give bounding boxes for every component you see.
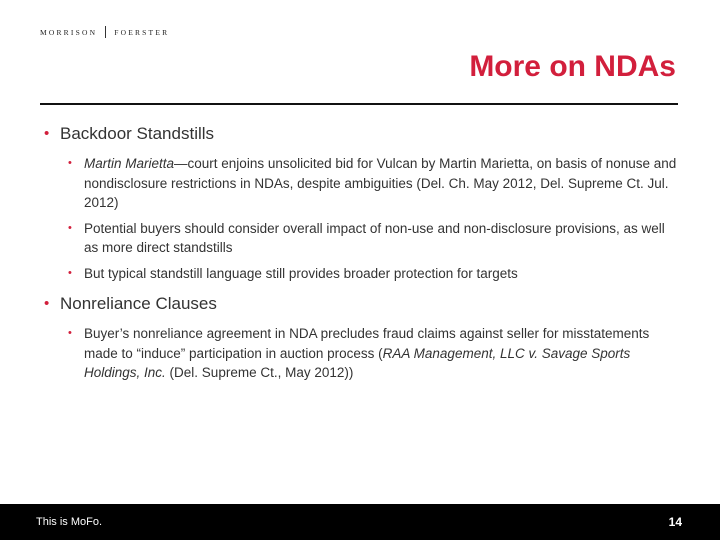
firm-logo [40, 26, 169, 38]
bullet-icon: • [44, 295, 50, 312]
bullet-icon: • [68, 221, 72, 234]
slide-content [40, 123, 680, 389]
slide-title: More on NDAs [469, 50, 676, 83]
list-item-text: But typical standstill language still provides broader protection for targets [84, 265, 518, 281]
list-item [66, 154, 680, 213]
list-item [66, 324, 680, 383]
page-number: 14 [668, 515, 682, 529]
list-item-text: (Del. Supreme Ct., May 2012)) [165, 365, 354, 380]
title-underline [40, 103, 678, 105]
bullet-icon: • [68, 266, 72, 279]
bullet-icon: • [68, 327, 72, 339]
list-item-text: Buyer’s nonreliance agreement in NDA precludes fraud claims against seller for misstatements made to “induce” participation in auction process ( [84, 326, 650, 361]
bullet-icon: • [44, 125, 50, 142]
section-heading: Nonreliance Clauses [60, 294, 217, 313]
section-nonreliance-clauses [40, 293, 680, 314]
section-heading: Backdoor Standstills [60, 124, 215, 143]
bullet-icon: • [68, 157, 72, 169]
footer-bar [0, 504, 720, 540]
case-name: Martin Marietta [84, 156, 175, 171]
footer-tagline: This is MoFo. [36, 516, 103, 528]
section-backdoor-standstills [40, 123, 680, 144]
list-item [66, 264, 680, 284]
list-item [66, 219, 680, 258]
list-item-text: —court enjoins unsolicited bid for Vulcan by Martin Marietta, on basis of nonuse and nondisclosure restrictions in NDAs, despite ambiguities (Del. Ch. May 2012, Del. Supreme Ct. Jul. 2012) [84, 156, 677, 210]
logo-divider [105, 26, 106, 38]
logo-right-text: FOERSTER [114, 27, 170, 37]
case-name: RAA Management, LLC v. Savage Sports Holdings, Inc. [84, 345, 631, 380]
list-item-text: Potential buyers should consider overall impact of non-use and non-disclosure provisions, as well as more direct standstills [84, 220, 665, 255]
logo-left-text: MORRISON [40, 27, 98, 37]
